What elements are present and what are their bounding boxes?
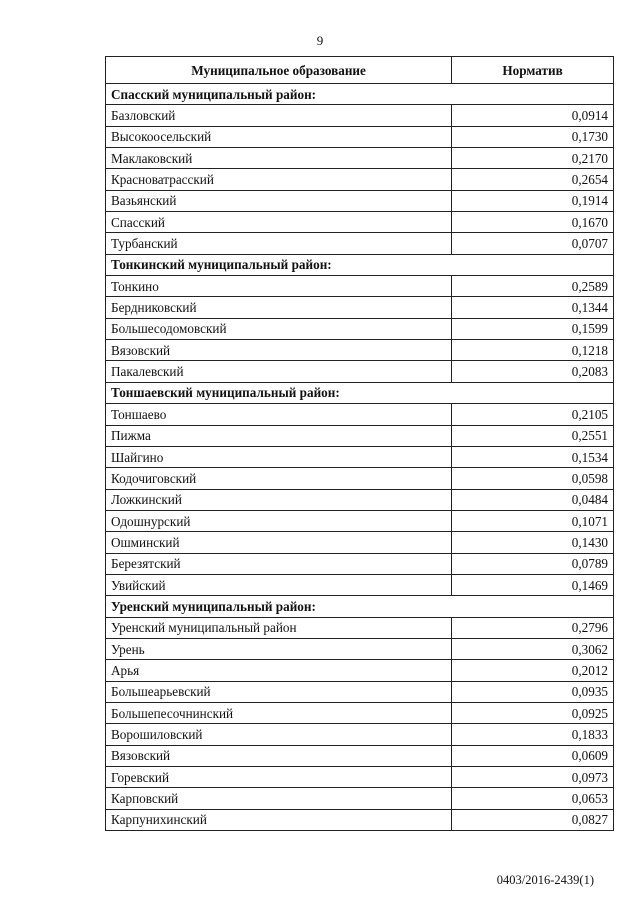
table-row — [106, 638, 614, 659]
municipality-name: Увийский — [106, 574, 452, 595]
municipality-name: Большесодомовский — [106, 318, 452, 339]
table-row — [106, 361, 614, 382]
norm-value: 0,0653 — [452, 788, 614, 809]
municipality-name: Большепесочнинский — [106, 702, 452, 723]
table-row — [106, 660, 614, 681]
norm-value: 0,3062 — [452, 638, 614, 659]
header-norm: Норматив — [452, 57, 614, 84]
table-row — [106, 574, 614, 595]
table-row — [106, 681, 614, 702]
table-row — [106, 788, 614, 809]
table-row — [106, 318, 614, 339]
table-row — [106, 446, 614, 467]
norm-value: 0,0925 — [452, 702, 614, 723]
municipality-name: Базловский — [106, 105, 452, 126]
table-row — [106, 148, 614, 169]
header-municipality: Муниципальное образование — [106, 57, 452, 84]
section-title: Спасский муниципальный район: — [106, 84, 614, 105]
municipality-name: Ошминский — [106, 532, 452, 553]
table-body — [106, 84, 614, 831]
municipality-name: Урень — [106, 638, 452, 659]
norm-value: 0,2105 — [452, 404, 614, 425]
municipality-name: Карповский — [106, 788, 452, 809]
norm-value: 0,1670 — [452, 212, 614, 233]
norm-value: 0,2012 — [452, 660, 614, 681]
norm-value: 0,1833 — [452, 724, 614, 745]
municipality-name: Одошнурский — [106, 510, 452, 531]
norm-value: 0,1469 — [452, 574, 614, 595]
municipality-name: Арья — [106, 660, 452, 681]
page-number: 9 — [316, 33, 324, 48]
table-row — [106, 617, 614, 638]
section-row — [106, 84, 614, 105]
table-row — [106, 702, 614, 723]
section-title: Тоншаевский муниципальный район: — [106, 382, 614, 403]
municipality-name: Маклаковский — [106, 148, 452, 169]
norm-value: 0,2796 — [452, 617, 614, 638]
municipality-name: Бердниковский — [106, 297, 452, 318]
municipality-name: Вязовский — [106, 745, 452, 766]
norm-value: 0,2589 — [452, 276, 614, 297]
municipality-name: Карпунихинский — [106, 809, 452, 830]
section-row — [106, 596, 614, 617]
municipality-name: Уренский муниципальный район — [106, 617, 452, 638]
table-row — [106, 489, 614, 510]
table-row — [106, 510, 614, 531]
norm-value: 0,0484 — [452, 489, 614, 510]
norm-value: 0,0598 — [452, 468, 614, 489]
norm-value: 0,0609 — [452, 745, 614, 766]
table-row — [106, 404, 614, 425]
section-row — [106, 254, 614, 275]
norm-value: 0,1071 — [452, 510, 614, 531]
table-header-row — [106, 57, 614, 84]
norm-value: 0,2654 — [452, 169, 614, 190]
norm-value: 0,1534 — [452, 446, 614, 467]
table-row — [106, 425, 614, 446]
table-row — [106, 276, 614, 297]
table-row — [106, 105, 614, 126]
table-row — [106, 169, 614, 190]
section-row — [106, 382, 614, 403]
table-row — [106, 233, 614, 254]
municipality-name: Спасский — [106, 212, 452, 233]
norm-value: 0,0789 — [452, 553, 614, 574]
document-code: 0403/2016-2439(1) — [496, 873, 594, 887]
municipality-name: Ворошиловский — [106, 724, 452, 745]
municipality-name: Горевский — [106, 767, 452, 788]
section-title: Тонкинский муниципальный район: — [106, 254, 614, 275]
norm-value: 0,1599 — [452, 318, 614, 339]
norm-value: 0,1914 — [452, 190, 614, 211]
table-row — [106, 297, 614, 318]
table-row — [106, 724, 614, 745]
municipality-name: Пижма — [106, 425, 452, 446]
table-row — [106, 532, 614, 553]
municipality-name: Кодочиговский — [106, 468, 452, 489]
municipality-name: Вазьянский — [106, 190, 452, 211]
norm-value: 0,0914 — [452, 105, 614, 126]
municipality-name: Вязовский — [106, 340, 452, 361]
norm-value: 0,0935 — [452, 681, 614, 702]
municipality-name: Тоншаево — [106, 404, 452, 425]
norm-value: 0,0707 — [452, 233, 614, 254]
norms-table — [105, 56, 614, 831]
municipality-name: Большеарьевский — [106, 681, 452, 702]
municipality-name: Высокоосельский — [106, 126, 452, 147]
table-row — [106, 767, 614, 788]
norm-value: 0,1730 — [452, 126, 614, 147]
table-row — [106, 190, 614, 211]
norm-value: 0,2170 — [452, 148, 614, 169]
norm-value: 0,1430 — [452, 532, 614, 553]
municipality-name: Турбанский — [106, 233, 452, 254]
municipality-name: Ложкинский — [106, 489, 452, 510]
norm-value: 0,2551 — [452, 425, 614, 446]
municipality-name: Березятский — [106, 553, 452, 574]
table-row — [106, 340, 614, 361]
table-row — [106, 553, 614, 574]
table-row — [106, 809, 614, 830]
table-row — [106, 212, 614, 233]
municipality-name: Шайгино — [106, 446, 452, 467]
norm-value: 0,0973 — [452, 767, 614, 788]
municipality-name: Пакалевский — [106, 361, 452, 382]
norm-value: 0,1344 — [452, 297, 614, 318]
table-row — [106, 126, 614, 147]
table-row — [106, 468, 614, 489]
table-row — [106, 745, 614, 766]
norm-value: 0,2083 — [452, 361, 614, 382]
norm-value: 0,1218 — [452, 340, 614, 361]
section-title: Уренский муниципальный район: — [106, 596, 614, 617]
norm-value: 0,0827 — [452, 809, 614, 830]
municipality-name: Красноватрасский — [106, 169, 452, 190]
municipality-name: Тонкино — [106, 276, 452, 297]
